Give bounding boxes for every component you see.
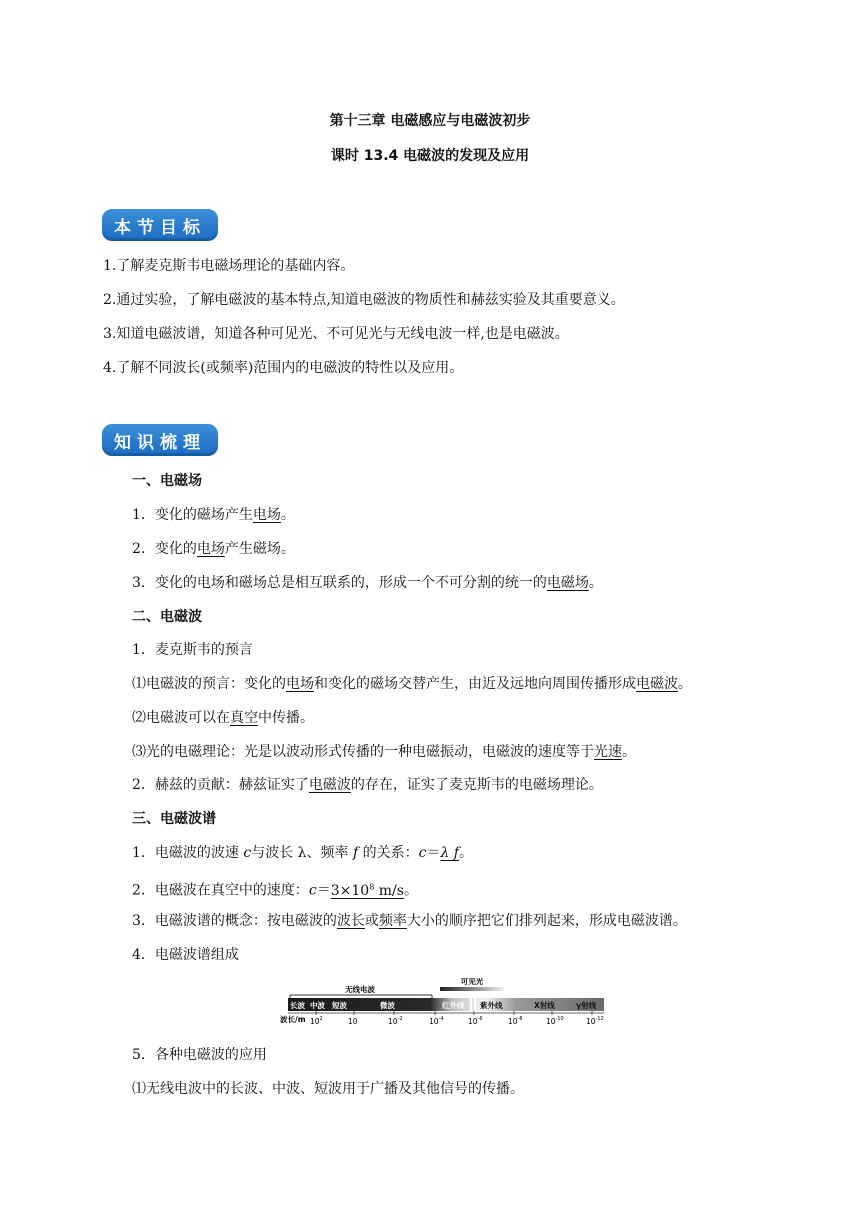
knowledge-line: 3．变化的电场和磁场总是相互联系的，形成一个不可分割的统一的电磁场。 <box>132 575 603 591</box>
band-long-wave: 长波 <box>290 1001 305 1010</box>
tick-label: $10^2$ <box>310 1016 323 1026</box>
goal-item: 3.知道电磁波谱，知道各种可见光、不可见光与无线电波一样,也是电磁波。 <box>103 326 569 342</box>
answer-blank: 电磁波 <box>308 777 351 793</box>
knowledge-line: 5．各种电磁波的应用 <box>132 1047 267 1063</box>
tick-label: $10^{-10}$ <box>546 1016 564 1026</box>
tick-label: $10^{-8}$ <box>508 1016 523 1026</box>
band-x-ray: X射线 <box>534 1001 555 1010</box>
band-microwave: 微波 <box>380 1001 395 1010</box>
em-spectrum-diagram <box>280 978 610 1030</box>
review-badge: 知识梳理 <box>102 424 218 456</box>
answer-blank: 电场 <box>196 541 225 557</box>
band-ultraviolet: 紫外线 <box>480 1001 503 1010</box>
section-heading: 一、电磁场 <box>132 473 202 489</box>
tick-label: $10^{-6}$ <box>468 1016 483 1026</box>
knowledge-line: 1．麦克斯韦的预言 <box>132 642 253 658</box>
knowledge-line: 2．电磁波在真空中的速度：$c=3\times 10^8$ m/s。 <box>132 882 418 899</box>
lesson-title: 课时 13.4 电磁波的发现及应用 <box>330 148 530 164</box>
goal-item: 1.了解麦克斯韦电磁场理论的基础内容。 <box>103 258 355 274</box>
chapter-title: 第十三章 电磁感应与电磁波初步 <box>329 113 531 129</box>
section-heading: 三、电磁波谱 <box>132 811 216 827</box>
tick-label: $10^{-4}$ <box>429 1016 444 1026</box>
goals-badge: 本节目标 <box>102 209 218 241</box>
band-short-wave: 短波 <box>332 1001 347 1010</box>
answer-blank: 光速 <box>594 744 622 760</box>
band-gamma-ray: γ射线 <box>576 1001 597 1010</box>
goal-item: 4.了解不同波长(或频率)范围内的电磁波的特性以及应用。 <box>103 360 464 376</box>
radio-wave-label: 无线电波 <box>345 985 375 994</box>
visible-light-label: 可见光 <box>460 978 484 986</box>
knowledge-line: 4．电磁波谱组成 <box>132 947 239 963</box>
answer-blank: 电磁波 <box>636 676 678 692</box>
knowledge-line: 1．变化的磁场产生电场。 <box>132 507 295 523</box>
tick-label: $10^{-2}$ <box>388 1016 403 1026</box>
tick-label: 10 <box>348 1017 358 1026</box>
knowledge-line: ⑵电磁波可以在真空中传播。 <box>132 710 314 726</box>
band-infrared: 红外线 <box>442 1001 465 1010</box>
answer-blank: 电场 <box>252 507 281 523</box>
knowledge-line: 2．变化的电场产生磁场。 <box>132 541 295 557</box>
goal-item: 2.通过实验，了解电磁波的基本特点,知道电磁波的物质性和赫兹实验及其重要意义。 <box>103 292 625 308</box>
knowledge-line: ⑴无线电波中的长波、中波、短波用于广播及其他信号的传播。 <box>132 1081 524 1097</box>
answer-blank: λ f <box>440 845 459 861</box>
knowledge-line: ⑶光的电磁理论：光是以波动形式传播的一种电磁振动，电磁波的速度等于光速。 <box>132 744 636 760</box>
answer-blank: 波长 <box>336 913 365 929</box>
answer-blank: 频率 <box>378 913 407 929</box>
axis-label: 波长/m <box>280 1015 306 1024</box>
tick-label: $10^{-12}$ <box>586 1016 604 1026</box>
knowledge-line: ⑴电磁波的预言：变化的电场和变化的磁场交替产生，由近及远地向周围传播形成电磁波。 <box>132 676 692 692</box>
answer-blank: 电场 <box>286 676 314 692</box>
band-medium-wave: 中波 <box>310 1001 325 1010</box>
answer-blank: 真空 <box>230 710 258 726</box>
answer-blank: $3\times 10^8$ m/s <box>330 882 404 899</box>
section-heading: 二、电磁波 <box>132 609 202 625</box>
knowledge-line: 3．电磁波谱的概念：按电磁波的波长或频率大小的顺序把它们排列起来，形成电磁波谱。 <box>132 913 687 929</box>
knowledge-line: 2．赫兹的贡献：赫兹证实了电磁波的存在，证实了麦克斯韦的电磁场理论。 <box>132 777 603 793</box>
knowledge-line: 1．电磁波的波速 c与波长 λ、频率 f 的关系：c＝λ f。 <box>132 845 473 861</box>
answer-blank: 电磁场 <box>546 575 589 591</box>
